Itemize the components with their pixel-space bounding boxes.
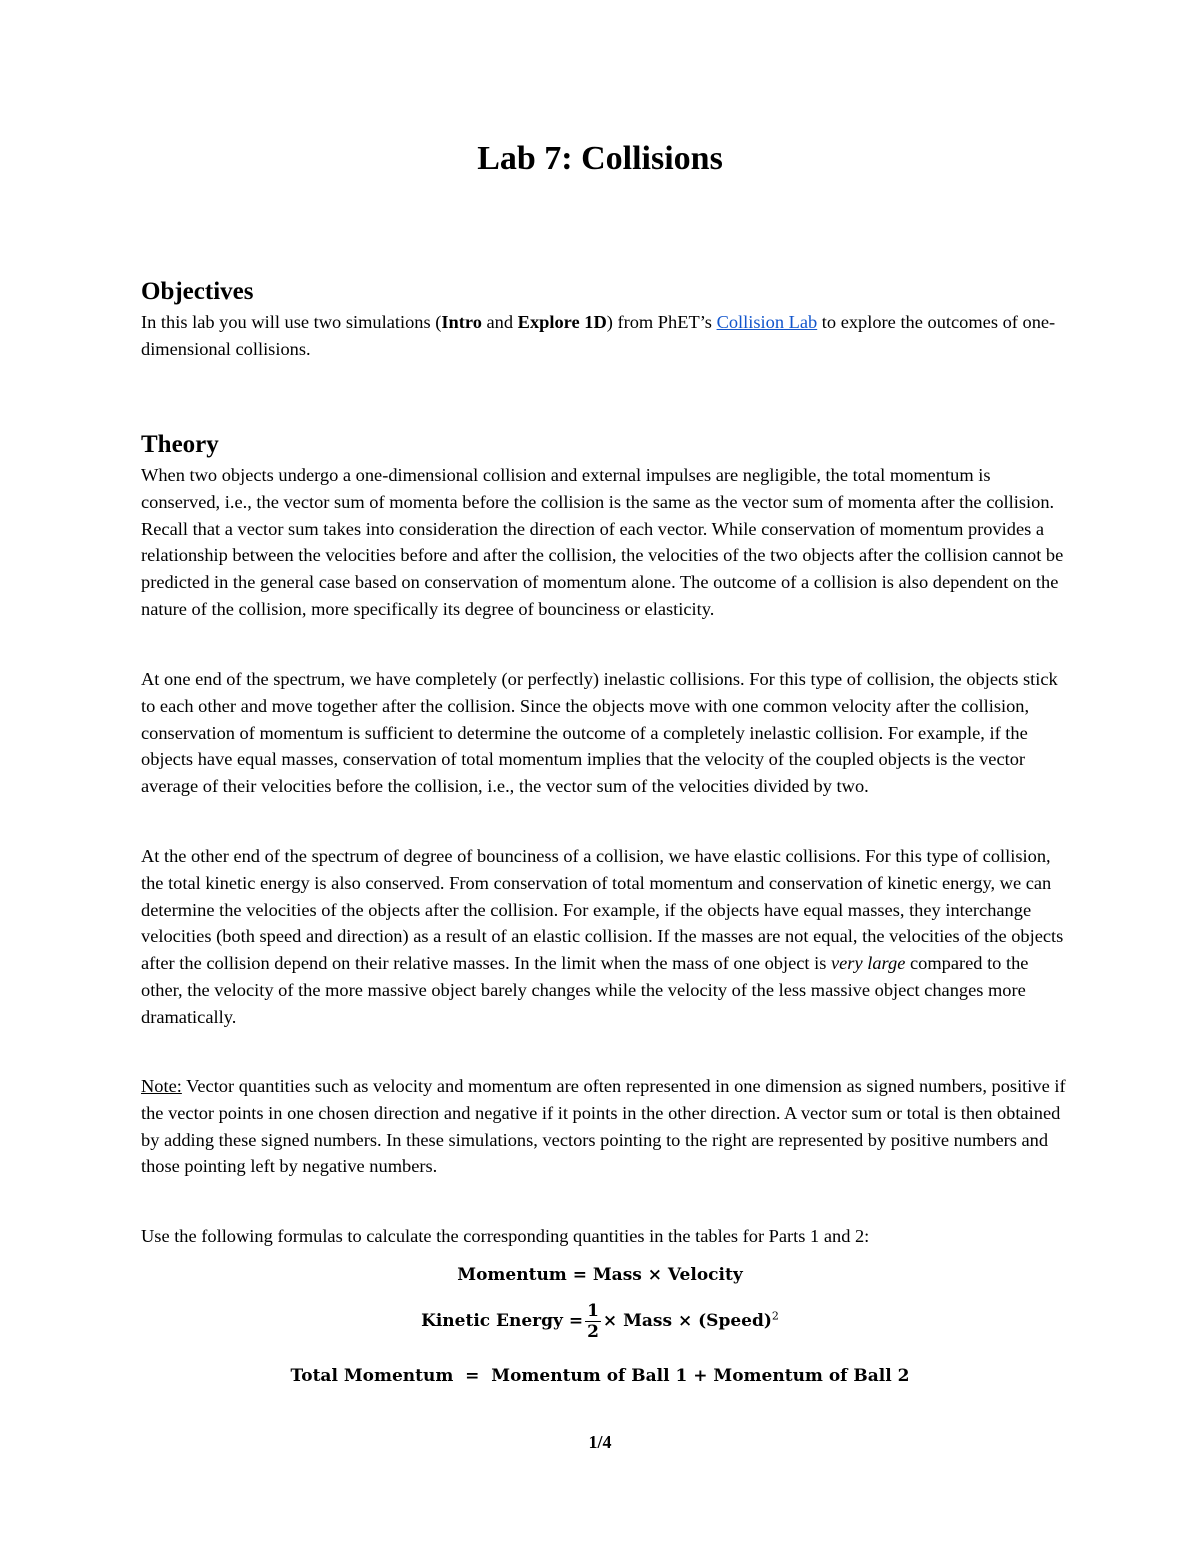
theory-heading: Theory [141, 431, 219, 458]
note-paragraph [141, 1073, 1066, 1180]
one-half-fraction [585, 1301, 601, 1342]
objectives-text-2: and [481, 312, 518, 332]
theory-paragraph-1: When two objects undergo a one-dimensional collision and external impulses are negligible, the total momentum is conserved, i.e., the vector sum of momenta before the collision is the same as the vector sum of momenta after the collision. Recall that a vector sum takes into consideration the direction of each vector. While conservation of momentum provides a relationship between the velocities before and after the collision, the velocities of the two objects after the collision cannot be predicted in the general case based on conservation of momentum alone. The outcome of a collision is also dependent on the nature of the collision, more specifically its degree of bounciness or elasticity. [141, 465, 1064, 619]
objectives-text-3: ) from PhET’s [606, 312, 717, 332]
objectives-text-1: In this lab you will use two simulations ( [141, 312, 442, 332]
fraction-denominator: 2 [587, 1322, 599, 1342]
momentum-formula: Momentum = Mass × Velocity [457, 1265, 743, 1285]
speed-exponent: 2 [771, 1309, 779, 1323]
fraction-numerator: 1 [587, 1301, 599, 1321]
emphasis-very-large: very large [830, 953, 906, 974]
theory-paragraph-3-text-b: compared to the other, the velocity of the more massive object barely changes while the velocity of the less massive object changes more dramatically. [141, 953, 1029, 1027]
kinetic-energy-formula [0, 1301, 1200, 1342]
total-momentum-formula: Total Momentum = Momentum of Ball 1 + Momentum of Ball 2 [290, 1366, 910, 1386]
objectives-text-4: to explore the outcomes of one-dimensional collisions. [141, 312, 1056, 359]
kinetic-energy-formula-left: Kinetic Energy = [421, 1311, 584, 1331]
note-text: Vector quantities such as velocity and momentum are often represented in one dimension as signed numbers, positive if the vector points in one chosen direction and negative if it points in the other direction. A vector sum or total is then obtained by adding these signed numbers. In these simulations, vectors pointing to the right are represented by positive numbers and those pointing left by negative numbers. [141, 1076, 1066, 1177]
objectives-heading: Objectives [141, 278, 254, 305]
theory-paragraph-2: At one end of the spectrum, we have completely (or perfectly) inelastic collisions. For this type of collision, the objects stick to each other and move together after the collision. Since the objects move with one common velocity after the collision, conservation of momentum is sufficient to determine the outcome of a completely inelastic collision. For example, if the objects have equal masses, conservation of total momentum implies that the velocity of the coupled objects is the vector average of their velocities before the collision, i.e., the vector sum of the velocities divided by two. [141, 669, 1058, 797]
theory-paragraph-3-text-a: At the other end of the spectrum of degree of bounciness of a collision, we have elastic collisions. For this type of collision, the total kinetic energy is also conserved. From conservation of total momentum and conservation of kinetic energy, we can determine the velocities of the objects after the collision. For example, if the objects have equal masses, they interchange velocities (both speed and direction) as a result of an elastic collision. If the masses are not equal, the velocities of the objects after the collision depend on their relative masses. In the limit when the mass of one object is [141, 846, 1064, 974]
formulas-intro: Use the following formulas to calculate the corresponding quantities in the tables for Parts 1 and 2: [141, 1226, 870, 1246]
page-title: Lab 7: Collisions [477, 140, 723, 177]
theory-paragraph-3 [141, 843, 1066, 1031]
explore-1d-simulation-name: Explore 1D [517, 312, 607, 332]
kinetic-energy-formula-right: × Mass × (Speed) [602, 1311, 772, 1331]
page-number: 1/4 [588, 1432, 612, 1452]
intro-simulation-name: Intro [441, 312, 482, 332]
collision-lab-link[interactable]: Collision Lab [716, 312, 818, 332]
objectives-paragraph [141, 309, 1066, 363]
note-label: Note: [141, 1076, 182, 1096]
